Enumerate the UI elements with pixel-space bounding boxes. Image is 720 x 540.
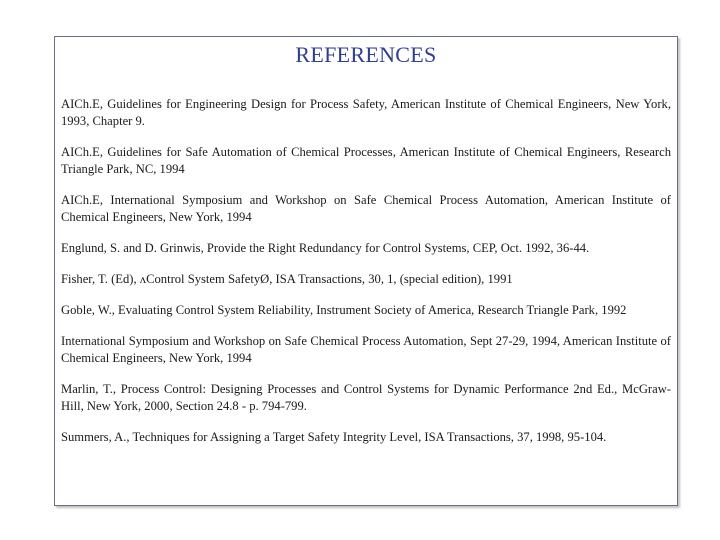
reference-item-9: Summers, A., Techniques for Assigning a Target Safety Integrity Level, ISA Transactions, 37, 1998, 95-104. bbox=[61, 430, 607, 444]
reference-item-8: Marlin, T., Process Control: Designing Processes and Control Systems for Dynamic Performance 2nd Ed., McGraw-Hill, New York, 2000, Section 24.8 - p. 794-799. bbox=[61, 382, 671, 413]
page-title: REFERENCES bbox=[295, 42, 437, 67]
slide-frame bbox=[54, 36, 678, 506]
reference-item-2: AICh.E, Guidelines for Safe Automation of Chemical Processes, American Institute of Chemical Engineers, Research Triangle Park, NC, 1994 bbox=[61, 145, 671, 176]
reference-item-4: Englund, S. and D. Grinwis, Provide the Right Redundancy for Control Systems, CEP, Oct. 1992, 36-44. bbox=[61, 241, 590, 255]
reference-item-1: AICh.E, Guidelines for Engineering Design for Process Safety, American Institute of Chemical Engineers, New York, 1993, Chapter 9. bbox=[61, 97, 671, 128]
reference-item-5: Fisher, T. (Ed), ʌControl System SafetyØ, ISA Transactions, 30, 1, (special edition), 1991 bbox=[61, 272, 513, 286]
reference-item-7: International Symposium and Workshop on Safe Chemical Process Automation, Sept 27-29, 1994, American Institute of Chemical Engineers, New York, 1994 bbox=[61, 334, 671, 365]
reference-item-3: AICh.E, International Symposium and Workshop on Safe Chemical Process Automation, American Institute of Chemical Engineers, New York, 1994 bbox=[61, 193, 671, 224]
reference-item-6: Goble, W., Evaluating Control System Reliability, Instrument Society of America, Research Triangle Park, 1992 bbox=[61, 303, 627, 317]
reference-list bbox=[61, 96, 671, 460]
